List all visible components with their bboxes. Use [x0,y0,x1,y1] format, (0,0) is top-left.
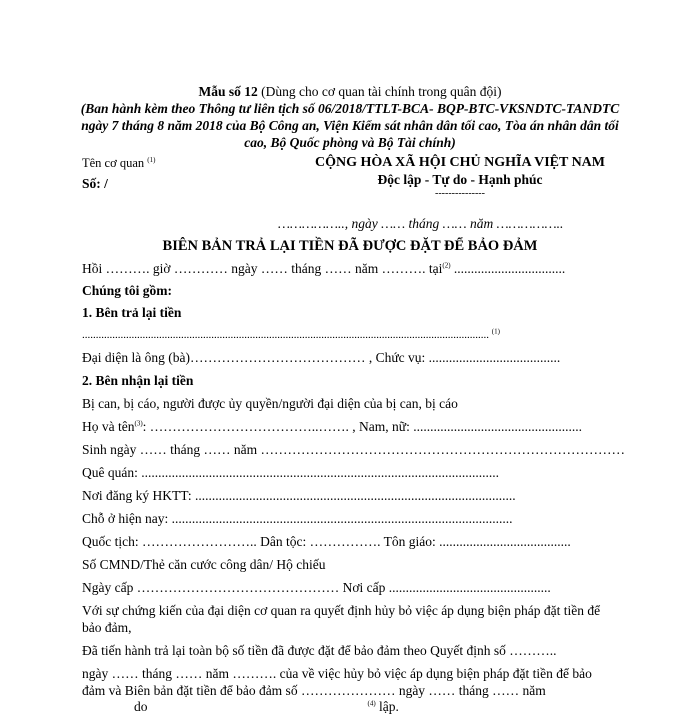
time-place-sup: (2) [442,261,451,270]
time-place-tail: ................................. [450,261,566,276]
section-1-sup: (1) [491,327,500,336]
form-note: (Dùng cho cơ quan tài chính trong quân đội) [257,84,502,99]
section-1-heading: 1. Bên trả lại tiền [82,305,182,320]
section-1-dots: .................................................................................................................................................... [82,329,489,341]
id-label: Số CMND/Thẻ căn cước công dân/ Hộ chiếu [82,557,326,572]
date-line: …………….., ngày …… tháng …… năm …………….. [278,216,564,231]
name-sup: (3) [134,419,143,428]
section-1-representative: Đại diện là ông (bà)………………………………… , Chức vụ: ....................................... [82,350,561,365]
witness-line-1: Với sự chứng kiến của đại diện cơ quan ra quyết định hủy bỏ việc áp dụng biện pháp đặt tiền để [82,603,601,618]
agency-name-sup: (1) [147,155,156,164]
returned-line-4-start: do [134,699,148,714]
nation-motto: Độc lập - Tự do - Hạnh phúc [377,172,543,187]
current-address-line: Chỗ ở hiện nay: ..................................................................................................... [82,511,513,526]
issuance-line-2: ngày 7 tháng 8 năm 2018 của Bộ Công an, Viện Kiểm sát nhân dân tối cao, Tòa án nhân dân tối [81,118,619,133]
returned-line-4 [134,699,399,715]
form-number-line [0,84,700,100]
name-rest: : ………………………………..……. , Nam, nữ: .................................................. [142,419,582,434]
name-label: Họ và tên [82,419,135,434]
nation-title: CỘNG HÒA XÃ HỘI CHỦ NGHĨA VIỆT NAM [314,155,605,170]
issuance-line-3: cao, Bộ Quốc phòng và Bộ Tài chính) [244,135,456,150]
returned-line-4-sup: (4) [367,699,376,708]
section-1-dotted-line [82,327,500,343]
returned-line-2: ngày …… tháng …… năm ………. của về việc hủy bỏ việc áp dụng biện pháp đặt tiền để bảo [82,666,592,681]
form-number: Mẫu số 12 [198,84,258,99]
residence-line: Nơi đăng ký HKTT: ............................................................................................... [82,488,516,503]
nationality-line: Quốc tịch: …………………….. Dân tộc: ……………. Tôn giáo: ....................................... [82,534,571,549]
issuance-line-1: (Ban hành kèm theo Thông tư liên tịch số 06/2018/TTLT-BCA- BQP-BTC-VKSNDTC-TANDTC [80,101,620,116]
time-place-text: Hồi ………. giờ ………… ngày …… tháng …… năm ………. tại [82,261,443,276]
hometown-line: Quê quán: .......................................................................................................... [82,465,499,480]
agency-name-label: Tên cơ quan [82,156,148,170]
name-line [82,419,582,435]
time-place-line [82,261,565,277]
participants-heading: Chúng tôi gồm: [82,283,173,298]
agency-name-line [82,155,155,171]
returned-line-1: Đã tiến hành trả lại toàn bộ số tiền đã được đặt để bảo đảm theo Quyết định số ……….. [82,643,557,658]
section-2-heading: 2. Bên nhận lại tiền [82,373,194,388]
birth-line: Sinh ngày …… tháng …… năm ……………………………………………………………………… [82,442,625,457]
nation-rule: --------------- [435,188,485,199]
issue-line: Ngày cấp ……………………………………… Nơi cấp ................................................ [82,580,551,595]
returned-line-3: đảm và Biên bản đặt tiền để bảo đảm số ………………… ngày …… tháng …… năm [82,683,546,698]
returned-line-4-end: lập. [375,699,399,714]
witness-line-2: bảo đảm, [82,620,132,635]
document-number: Số: / [82,176,108,191]
section-2-description: Bị can, bị cáo, người được ủy quyền/người đại diện của bị can, bị cáo [82,396,458,411]
document-title: BIÊN BẢN TRẢ LẠI TIỀN ĐÃ ĐƯỢC ĐẶT ĐỂ BẢO ĐẢM [162,238,538,254]
